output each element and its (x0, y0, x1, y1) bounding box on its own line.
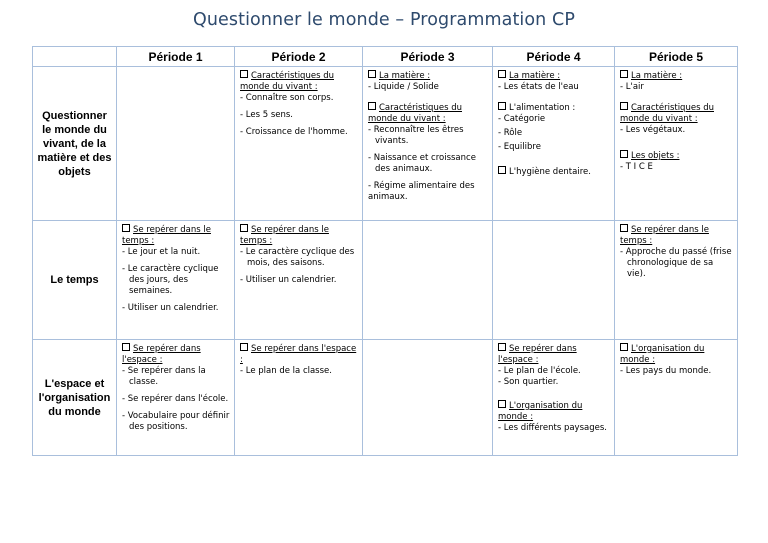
cell-heading: Caractéristiques du monde du vivant : (368, 103, 462, 124)
column-header-periode-3: Période 3 (363, 47, 493, 67)
checkbox-icon (368, 102, 376, 110)
page-title: Questionner le monde – Programmation CP (192, 10, 576, 30)
table-cell (363, 67, 493, 221)
list-item: - Se repérer dans la classe. (122, 366, 206, 387)
row-header-vivant: Questionner le monde du vivant, de la matière et des objets (33, 67, 117, 221)
cell-heading: Se repérer dans le temps : (122, 225, 211, 246)
table-cell (493, 340, 615, 456)
cell-heading: L'hygiène dentaire. (498, 166, 610, 178)
list-item: - Le jour et la nuit. (122, 247, 201, 257)
column-header-periode-4: Période 4 (493, 47, 615, 67)
list-item: - Rôle (498, 128, 523, 138)
column-header-periode-5: Période 5 (615, 47, 738, 67)
cell-heading: La matière : (498, 70, 610, 82)
list-item: - T I C E (620, 162, 653, 172)
list-item: - Vocabulaire pour définir des positions. (122, 411, 230, 432)
list-item: - Le plan de l'école. (498, 366, 581, 376)
cell-heading: L'alimentation : (498, 102, 610, 114)
checkbox-icon (620, 224, 628, 232)
checkbox-icon (498, 343, 506, 351)
row-header-espace: L'espace et l'organisation du monde (33, 340, 117, 456)
table-cell (117, 340, 235, 456)
list-item: - Les végétaux. (620, 125, 686, 135)
list-item: - L'air (620, 82, 644, 92)
checkbox-icon (368, 70, 376, 78)
list-item: - Utiliser un calendrier. (122, 303, 219, 313)
checkbox-icon (498, 70, 506, 78)
cell-heading: Se repérer dans l'espace : (498, 344, 577, 365)
list-item: - Les 5 sens. (240, 110, 294, 120)
table-cell (363, 221, 493, 340)
list-item: - Le caractère cyclique des mois, des saisons. (240, 247, 355, 268)
table-cell (117, 67, 235, 221)
table-cell (615, 67, 738, 221)
row-header-temps: Le temps (33, 221, 117, 340)
list-item: - Le plan de la classe. (240, 366, 332, 376)
cell-heading: Les objets : (620, 150, 733, 162)
cell-heading: La matière : (620, 70, 733, 82)
cell-heading: Se repérer dans l'espace : (240, 344, 357, 365)
cell-heading: Se repérer dans le temps : (620, 225, 709, 246)
cell-heading: Se repérer dans l'espace : (122, 344, 201, 365)
table-cell (493, 67, 615, 221)
cell-heading: Se repérer dans le temps : (240, 225, 329, 246)
table-cell (363, 340, 493, 456)
checkbox-icon (620, 102, 628, 110)
table-cell (235, 67, 363, 221)
list-item: - Liquide / Solide (368, 82, 439, 92)
checkbox-icon (498, 102, 506, 110)
programmation-table (32, 46, 738, 456)
list-item: - Croissance de l'homme. (240, 127, 348, 137)
table-cell (117, 221, 235, 340)
checkbox-icon (122, 343, 130, 351)
header-row (33, 47, 738, 67)
list-item: - Les différents paysages. (498, 423, 607, 433)
list-item: - Les pays du monde. (620, 366, 712, 376)
list-item: - Approche du passé (frise chronologique de sa vie). (620, 247, 732, 279)
cell-heading: L'organisation du monde : (498, 401, 583, 422)
checkbox-icon (498, 400, 506, 408)
table-cell (235, 221, 363, 340)
list-item: - Connaître son corps. (240, 93, 334, 103)
list-item: - Reconnaître les êtres vivants. (368, 125, 464, 146)
list-item: - Son quartier. (498, 377, 559, 387)
checkbox-icon (620, 70, 628, 78)
column-header-periode-1: Période 1 (117, 47, 235, 67)
list-item: - Catégorie (498, 114, 546, 124)
checkbox-icon (240, 343, 248, 351)
column-header-periode-2: Période 2 (235, 47, 363, 67)
table-row-espace (33, 340, 738, 456)
list-item: - Se repérer dans l'école. (122, 394, 229, 404)
list-item: - Naissance et croissance des animaux. (368, 153, 476, 174)
list-item: - Les états de l'eau (498, 82, 579, 92)
list-item: - Régime alimentaire des animaux. (368, 181, 475, 202)
list-item: - Le caractère cyclique des jours, des semaines. (122, 264, 219, 296)
cell-heading: La matière : (368, 70, 488, 82)
cell-heading: Caractéristiques du monde du vivant : (620, 103, 714, 124)
cell-heading: L'organisation du monde : (620, 344, 705, 365)
table-cell (615, 221, 738, 340)
checkbox-icon (620, 343, 628, 351)
table-cell (235, 340, 363, 456)
table-cell (615, 340, 738, 456)
corner-cell (33, 47, 117, 67)
list-item: - Utiliser un calendrier. (240, 275, 337, 285)
table-row-vivant (33, 67, 738, 221)
checkbox-icon (240, 224, 248, 232)
checkbox-icon (122, 224, 130, 232)
checkbox-icon (240, 70, 248, 78)
table-row-temps (33, 221, 738, 340)
checkbox-icon (620, 150, 628, 158)
list-item: - Equilibre (498, 142, 541, 152)
cell-heading: Caractéristiques du monde du vivant : (240, 71, 334, 92)
table-cell (493, 221, 615, 340)
checkbox-icon (498, 166, 506, 174)
